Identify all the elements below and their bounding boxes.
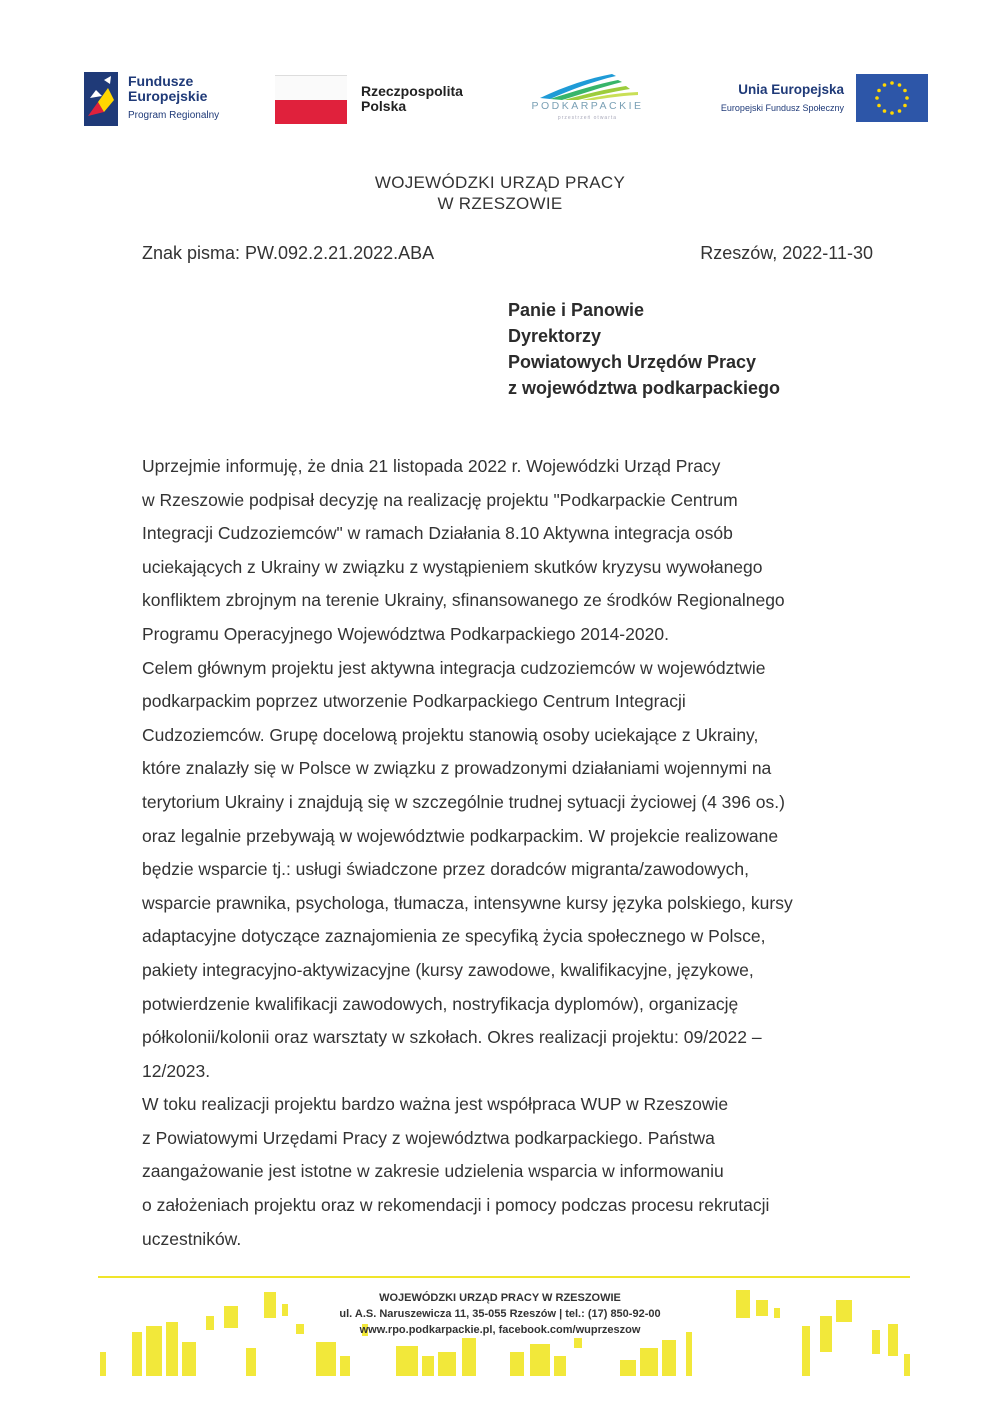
fundusze-europejskie-logo — [84, 70, 249, 130]
body-line: Celem głównym projektu jest aktywna integracja cudzoziemców w województwie — [142, 657, 766, 678]
fundusze-europejskie-icon — [84, 72, 118, 126]
body-line: konfliktem zbrojnym na terenie Ukrainy, sfinansowanego ze środków Regionalnego — [142, 590, 785, 611]
eu-star-icon — [890, 111, 894, 115]
eu-star-icon — [905, 96, 909, 100]
body-line: Uprzejmie informuję, że dnia 21 listopada 2022 r. Wojewódzki Urząd Pracy — [142, 456, 721, 476]
reference-number: Znak pisma: PW.092.2.21.2022.ABA — [142, 243, 435, 263]
podkarpackie-name: PODKARPACKIE — [531, 100, 644, 112]
body-line: pakiety integracyjno-aktywizacyjne (kursy zawodowe, kwalifikacyjne, językowe, — [142, 959, 754, 980]
rzeczpospolita-polska-logo — [275, 75, 495, 125]
fe-line1: Fundusze — [128, 73, 194, 89]
body-line: uczestników. — [142, 1228, 242, 1249]
body-line: które znalazły się w Polsce w związku z prowadzonymi działaniami wojennymi na — [142, 758, 772, 779]
fe-line2: Europejskie — [128, 88, 208, 104]
polish-flag — [275, 75, 347, 123]
eu-flag-icon — [856, 74, 928, 122]
eu-star-icon — [883, 109, 887, 113]
ue-line2: Europejski Fundusz Społeczny — [720, 103, 844, 113]
body-line: wsparcie prawnika, psychologa, tłumacza, intensywne kursy języka polskiego, kursy — [142, 892, 793, 913]
letter-date: Rzeszów, 2022-11-30 — [700, 243, 873, 263]
addressee-line: Panie i Panowie — [508, 300, 645, 320]
rp-line1: Rzeczpospolita — [361, 83, 463, 99]
eu-star-icon — [903, 104, 907, 108]
eu-star-icon — [903, 89, 907, 93]
body-line: półkolonii/kolonii oraz warsztaty w szkołach. Okres realizacji projektu: 09/2022 – — [142, 1027, 762, 1048]
podkarpackie-sub: przestrzeń otwarta — [557, 115, 618, 121]
body-line: W toku realizacji projektu bardzo ważna jest współpraca WUP w Rzeszowie — [142, 1094, 729, 1115]
letter-body — [142, 450, 872, 1256]
podkarpackie-logo — [520, 72, 655, 124]
rp-line2: Polska — [361, 98, 407, 114]
eu-star-icon — [877, 104, 881, 108]
footer-contact — [250, 1290, 750, 1338]
addressee-line: Dyrektorzy — [508, 326, 602, 346]
body-line: terytorium Ukrainy i znajdują się w szczególnie trudnej sytuacji życiowej (4 396 os.) — [142, 791, 785, 812]
unia-europejska-logo — [690, 74, 930, 124]
eu-star-icon — [877, 89, 881, 93]
eu-star-icon — [883, 83, 887, 87]
podkarpackie-wave-icon — [520, 72, 655, 100]
body-line: uciekających z Ukrainy w związku z wystąpieniem skutków kryzysu wywołanego — [142, 556, 763, 577]
body-line: oraz legalnie przebywają w województwie podkarpackim. W projekcie realizowane — [142, 825, 779, 846]
addressee-line: Powiatowych Urzędów Pracy — [508, 352, 757, 372]
addressee-line: z województwa podkarpackiego — [508, 378, 781, 398]
body-line: z Powiatowymi Urzędami Pracy z województwa podkarpackiego. Państwa — [142, 1127, 715, 1148]
office-line2: W RZESZOWIE — [437, 194, 563, 213]
body-line: Integracji Cudzoziemców" w ramach Działania 8.10 Aktywna integracja osób — [142, 523, 733, 544]
footer-links: www.rpo.podkarpackie.pl, facebook.com/wuprzeszow — [359, 1324, 641, 1336]
office-title — [300, 172, 700, 214]
body-line: Programu Operacyjnego Województwa Podkarpackiego 2014-2020. — [142, 623, 669, 644]
body-line: o założeniach projektu oraz w rekomendacji i pomocy podczas procesu rekrutacji — [142, 1195, 770, 1216]
body-line: podkarpackim poprzez utworzenie Podkarpackiego Centrum Integracji — [142, 691, 686, 712]
footer-office-name: WOJEWÓDZKI URZĄD PRACY W RZESZOWIE — [379, 1292, 621, 1304]
eu-star-icon — [890, 81, 894, 85]
footer-address: ul. A.S. Naruszewicza 11, 35-055 Rzeszów | tel.: (17) 850-92-00 — [339, 1308, 661, 1320]
ue-line1: Unia Europejska — [738, 82, 844, 97]
eu-star-icon — [875, 96, 879, 100]
addressee-block — [508, 297, 780, 401]
body-line: będzie wsparcie tj.: usługi świadczone przez doradców migranta/zawodowych, — [142, 859, 749, 880]
body-line: adaptacyjne dotyczące zaznajomienia ze specyfiką życia społecznego w Polsce, — [142, 926, 766, 947]
fe-line3: Program Regionalny — [128, 110, 220, 121]
body-line: Cudzoziemców. Grupę docelową projektu stanowią osoby uciekające z Ukrainy, — [142, 724, 759, 745]
eu-star-icon — [898, 83, 902, 87]
office-line1: WOJEWÓDZKI URZĄD PRACY — [374, 173, 626, 192]
body-line: zaangażowanie jest istotne w zakresie udzielenia wsparcia w informowaniu — [142, 1161, 724, 1182]
body-line: 12/2023. — [142, 1060, 211, 1081]
eu-star-icon — [898, 109, 902, 113]
body-line: w Rzeszowie podpisał decyzję na realizację projektu "Podkarpackie Centrum — [142, 489, 738, 510]
body-line: potwierdzenie kwalifikacji zawodowych, nostryfikacja dyplomów), organizację — [142, 993, 739, 1014]
